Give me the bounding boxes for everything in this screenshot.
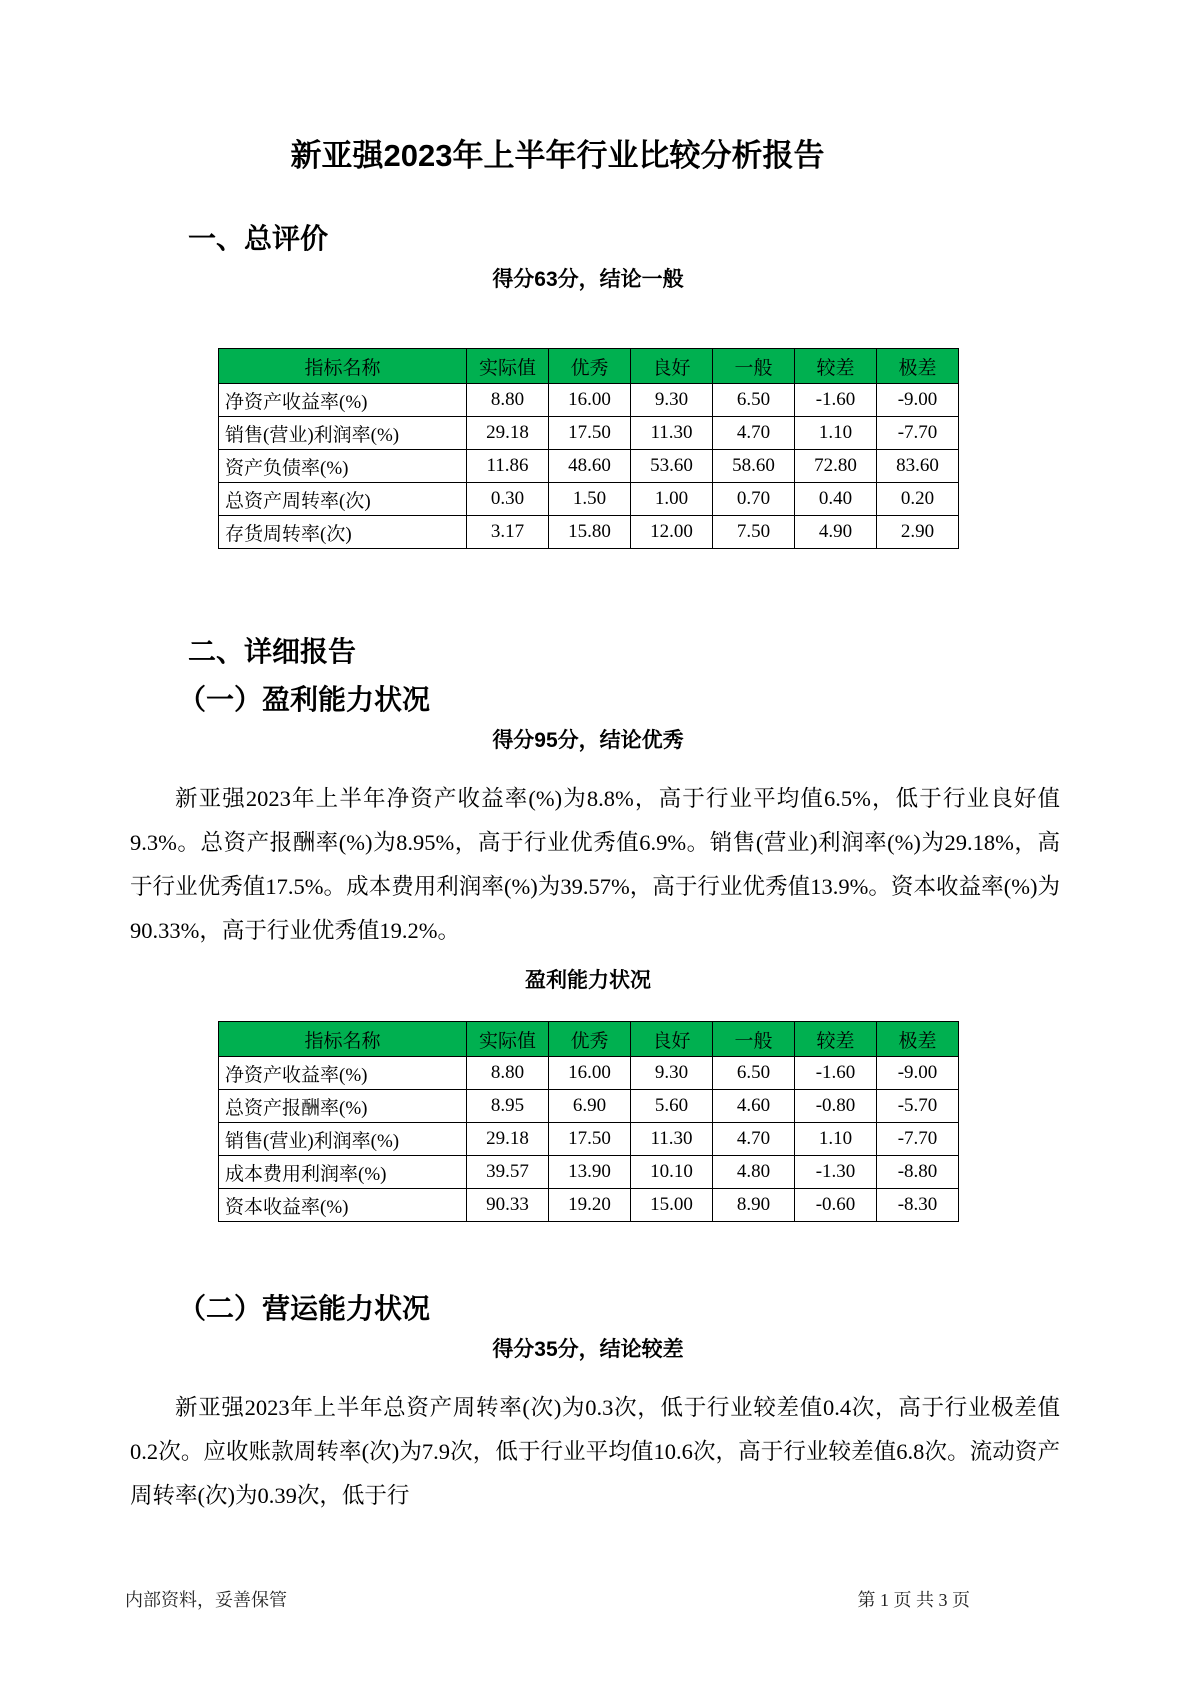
indicator-value-cell: 16.00: [549, 1057, 631, 1090]
column-header-good: 良好: [631, 1022, 713, 1057]
footer-confidential-note: 内部资料，妥善保管: [125, 1590, 287, 1610]
indicator-value-cell: 9.30: [631, 384, 713, 417]
column-header-actual: 实际值: [467, 1022, 549, 1057]
column-header-indicator: 指标名称: [219, 349, 467, 384]
profitability-table-header: [219, 1022, 959, 1057]
operation-score-line: 得分35分，结论较差: [492, 1338, 684, 1361]
indicator-value-cell: 17.50: [549, 417, 631, 450]
profitability-heading: （一）盈利能力状况: [178, 684, 431, 715]
indicator-value-cell: 90.33: [467, 1189, 549, 1222]
column-header-poor: 较差: [795, 1022, 877, 1057]
table-row: [219, 1057, 959, 1090]
indicator-value-cell: 11.86: [467, 450, 549, 483]
indicator-value-cell: 15.80: [549, 516, 631, 549]
indicator-value-cell: 16.00: [549, 384, 631, 417]
operation-heading: （二）营运能力状况: [178, 1293, 431, 1324]
indicator-value-cell: 53.60: [631, 450, 713, 483]
indicator-value-cell: 48.60: [549, 450, 631, 483]
indicator-value-cell: 29.18: [467, 1123, 549, 1156]
indicator-value-cell: 10.10: [631, 1156, 713, 1189]
indicator-name-cell: 存货周转率(次): [219, 516, 467, 549]
indicator-value-cell: 9.30: [631, 1057, 713, 1090]
indicator-name-cell: 销售(营业)利润率(%): [219, 417, 467, 450]
table-row: [219, 516, 959, 549]
indicator-value-cell: 6.50: [713, 1057, 795, 1090]
table-row: [219, 483, 959, 516]
table-row: [219, 450, 959, 483]
indicator-value-cell: 1.10: [795, 417, 877, 450]
profitability-paragraph: 新亚强2023年上半年净资产收益率(%)为8.8%，高于行业平均值6.5%，低于行业良好值9.3%。总资产报酬率(%)为8.95%，高于行业优秀值6.9%。销售(营业)利润率(%)为29.18%，高于行业优秀值17.5%。成本费用利润率(%)为39.57%，高于行业优秀值13.9%。资本收益率(%)为90.33%，高于行业优秀值19.2%。: [130, 786, 1060, 943]
indicator-value-cell: 5.60: [631, 1090, 713, 1123]
table-row: [219, 1090, 959, 1123]
indicator-value-cell: 8.90: [713, 1189, 795, 1222]
indicator-name-cell: 销售(营业)利润率(%): [219, 1123, 467, 1156]
indicator-value-cell: -1.30: [795, 1156, 877, 1189]
section-overall-heading: 一、总评价: [188, 223, 329, 254]
profitability-score-line: 得分95分，结论优秀: [492, 729, 684, 752]
indicator-name-cell: 净资产收益率(%): [219, 384, 467, 417]
indicator-value-cell: 4.70: [713, 417, 795, 450]
indicator-value-cell: -8.80: [877, 1156, 959, 1189]
column-header-worst: 极差: [877, 349, 959, 384]
indicator-value-cell: 12.00: [631, 516, 713, 549]
column-header-worst: 极差: [877, 1022, 959, 1057]
indicator-value-cell: 3.17: [467, 516, 549, 549]
profitability-table: [218, 1021, 959, 1222]
indicator-value-cell: 8.80: [467, 1057, 549, 1090]
indicator-value-cell: 13.90: [549, 1156, 631, 1189]
table-header-row: [219, 1022, 959, 1057]
column-header-excellent: 优秀: [549, 1022, 631, 1057]
table-row: [219, 417, 959, 450]
indicator-name-cell: 资产负债率(%): [219, 450, 467, 483]
indicator-value-cell: -1.60: [795, 384, 877, 417]
indicator-value-cell: -7.70: [877, 417, 959, 450]
operation-paragraph: 新亚强2023年上半年总资产周转率(次)为0.3次，低于行业较差值0.4次，高于行业极差值0.2次。应收账款周转率(次)为7.9次，低于行业平均值10.6次，高于行业较差值6.8次。流动资产周转率(次)为0.39次，低于行: [130, 1395, 1060, 1508]
indicator-value-cell: 39.57: [467, 1156, 549, 1189]
page-footer: [125, 1588, 970, 1612]
indicator-value-cell: 6.50: [713, 384, 795, 417]
indicator-value-cell: 0.20: [877, 483, 959, 516]
indicator-value-cell: 11.30: [631, 1123, 713, 1156]
column-header-actual: 实际值: [467, 349, 549, 384]
section-detail-heading: 二、详细报告: [188, 636, 357, 667]
indicator-value-cell: -0.80: [795, 1090, 877, 1123]
profitability-table-body: [219, 1057, 959, 1222]
indicator-value-cell: 7.50: [713, 516, 795, 549]
indicator-value-cell: 4.90: [795, 516, 877, 549]
overall-table-body: [219, 384, 959, 549]
indicator-value-cell: 0.70: [713, 483, 795, 516]
indicator-value-cell: -7.70: [877, 1123, 959, 1156]
indicator-value-cell: 58.60: [713, 450, 795, 483]
indicator-value-cell: 4.70: [713, 1123, 795, 1156]
indicator-value-cell: 1.00: [631, 483, 713, 516]
column-header-excellent: 优秀: [549, 349, 631, 384]
indicator-name-cell: 成本费用利润率(%): [219, 1156, 467, 1189]
overall-score-line: 得分63分，结论一般: [492, 268, 684, 291]
indicator-value-cell: 1.10: [795, 1123, 877, 1156]
indicator-value-cell: 8.95: [467, 1090, 549, 1123]
indicator-value-cell: 0.30: [467, 483, 549, 516]
table-row: [219, 384, 959, 417]
overall-table-header: [219, 349, 959, 384]
report-title: 新亚强2023年上半年行业比较分析报告: [290, 138, 825, 173]
overall-table: [218, 348, 959, 549]
table-row: [219, 1123, 959, 1156]
table-row: [219, 1156, 959, 1189]
column-header-average: 一般: [713, 349, 795, 384]
indicator-value-cell: 0.40: [795, 483, 877, 516]
table-row: [219, 1189, 959, 1222]
indicator-value-cell: 72.80: [795, 450, 877, 483]
indicator-value-cell: -0.60: [795, 1189, 877, 1222]
indicator-value-cell: 11.30: [631, 417, 713, 450]
indicator-value-cell: 17.50: [549, 1123, 631, 1156]
table-header-row: [219, 349, 959, 384]
profitability-table-title: 盈利能力状况: [525, 969, 651, 992]
column-header-indicator: 指标名称: [219, 1022, 467, 1057]
column-header-average: 一般: [713, 1022, 795, 1057]
indicator-name-cell: 总资产报酬率(%): [219, 1090, 467, 1123]
indicator-name-cell: 资本收益率(%): [219, 1189, 467, 1222]
indicator-value-cell: 2.90: [877, 516, 959, 549]
indicator-value-cell: -5.70: [877, 1090, 959, 1123]
column-header-good: 良好: [631, 349, 713, 384]
indicator-value-cell: -9.00: [877, 1057, 959, 1090]
indicator-value-cell: -9.00: [877, 384, 959, 417]
indicator-value-cell: 6.90: [549, 1090, 631, 1123]
indicator-value-cell: 83.60: [877, 450, 959, 483]
indicator-value-cell: 4.80: [713, 1156, 795, 1189]
indicator-value-cell: 4.60: [713, 1090, 795, 1123]
indicator-value-cell: 19.20: [549, 1189, 631, 1222]
indicator-name-cell: 净资产收益率(%): [219, 1057, 467, 1090]
indicator-value-cell: 8.80: [467, 384, 549, 417]
column-header-poor: 较差: [795, 349, 877, 384]
indicator-value-cell: -8.30: [877, 1189, 959, 1222]
footer-page-number: 第 1 页 共 3 页: [857, 1590, 970, 1610]
indicator-value-cell: 29.18: [467, 417, 549, 450]
indicator-value-cell: 15.00: [631, 1189, 713, 1222]
indicator-name-cell: 总资产周转率(次): [219, 483, 467, 516]
indicator-value-cell: -1.60: [795, 1057, 877, 1090]
indicator-value-cell: 1.50: [549, 483, 631, 516]
